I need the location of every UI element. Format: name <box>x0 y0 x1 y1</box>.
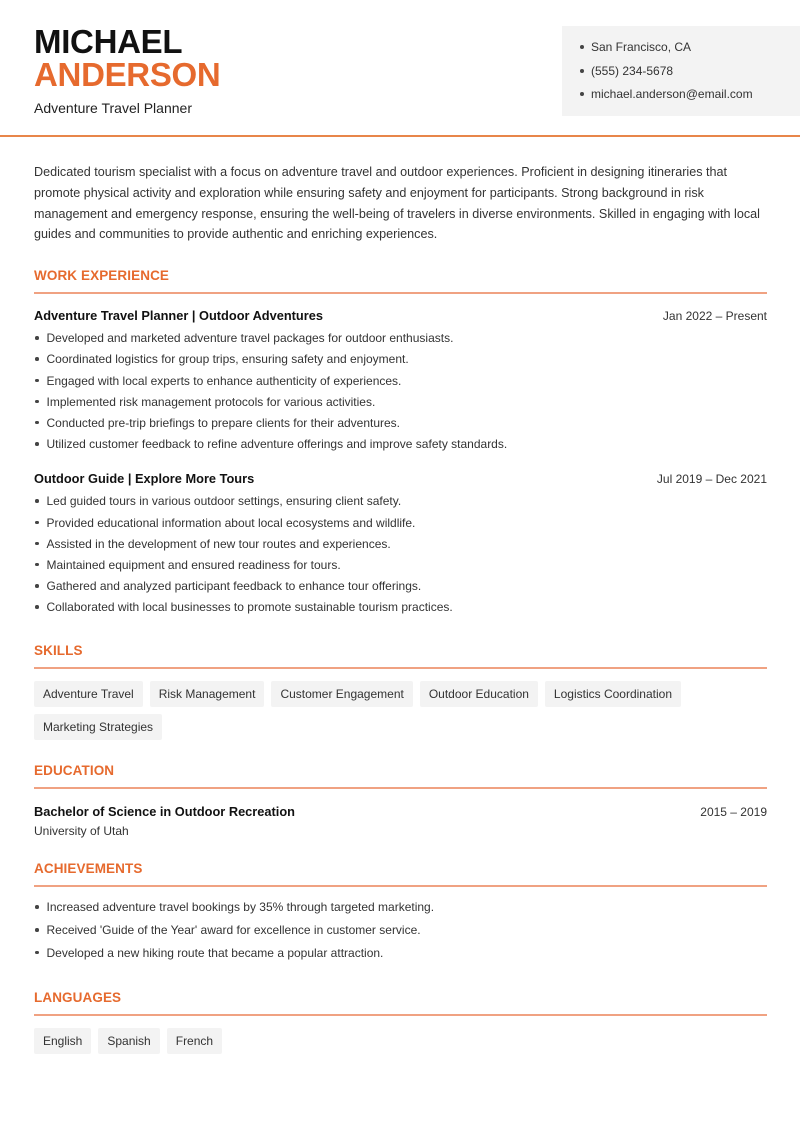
job-title: Adventure Travel Planner <box>34 100 192 116</box>
bullet-icon <box>35 357 39 361</box>
bullet-icon <box>35 442 39 446</box>
language-tag: Spanish <box>98 1028 159 1054</box>
list-item-text: Developed a new hiking route that became a popular attraction. <box>46 945 384 960</box>
bullet-icon <box>35 905 39 909</box>
bullet-icon <box>35 951 39 955</box>
list-item <box>34 351 767 372</box>
section-title-skills: SKILLS <box>34 643 767 669</box>
skills-list <box>34 681 767 740</box>
bullet-icon <box>580 69 584 73</box>
skill-tag: Outdoor Education <box>420 681 538 707</box>
job-entry <box>34 471 767 620</box>
summary-paragraph: Dedicated tourism specialist with a focus on adventure travel and outdoor experiences. Proficient in designing itineraries that promote physical activity and exploration while ensuring safety and enjoyment for participants. Strong background in risk management and emergency response, ensuring the well-being of travelers in diverse environments. Skilled in engaging with local guides and communities to provide authentic and enriching experiences. <box>34 165 760 242</box>
list-item-text: Led guided tours in various outdoor settings, ensuring client safety. <box>46 494 402 509</box>
list-item-text: Provided educational information about local ecosystems and wildlife. <box>46 515 416 530</box>
section-title-work-experience: WORK EXPERIENCE <box>34 268 767 294</box>
bullet-icon <box>35 499 39 503</box>
job-dates: Jan 2022 – Present <box>662 309 767 324</box>
section-title-education: EDUCATION <box>34 763 767 789</box>
list-item <box>34 536 767 557</box>
last-name: ANDERSON <box>34 56 221 93</box>
contact-email <box>580 86 800 110</box>
list-item <box>34 945 767 968</box>
bullet-icon <box>35 563 39 567</box>
bullet-icon <box>580 45 584 49</box>
education-degree: Bachelor of Science in Outdoor Recreation <box>34 804 295 820</box>
bullet-icon <box>35 584 39 588</box>
languages-list <box>34 1028 767 1054</box>
bullet-icon <box>35 605 39 609</box>
contact-box <box>562 26 800 116</box>
section-title-achievements: ACHIEVEMENTS <box>34 861 767 887</box>
job-role: Outdoor Guide | Explore More Tours <box>34 471 255 487</box>
list-item <box>34 578 767 599</box>
list-item-text: Maintained equipment and ensured readiness for tours. <box>46 557 341 572</box>
job-role: Adventure Travel Planner | Outdoor Adventures <box>34 308 323 324</box>
list-item-text: Assisted in the development of new tour routes and experiences. <box>46 536 391 551</box>
list-item <box>34 394 767 415</box>
skill-tag: Adventure Travel <box>34 681 143 707</box>
first-name: MICHAEL <box>34 23 183 60</box>
bullet-icon <box>580 92 584 96</box>
list-item-text: Gathered and analyzed participant feedback to enhance tour offerings. <box>46 579 422 594</box>
location-text: San Francisco, CA <box>591 40 692 54</box>
job-header <box>34 471 767 486</box>
list-item <box>34 557 767 578</box>
education-school: University of Utah <box>34 824 129 839</box>
bullet-icon <box>35 336 39 340</box>
section-title-languages: LANGUAGES <box>34 990 767 1016</box>
skill-tag: Logistics Coordination <box>545 681 681 707</box>
list-item-text: Increased adventure travel bookings by 35% through targeted marketing. <box>46 900 435 915</box>
skill-tag: Customer Engagement <box>271 681 412 707</box>
job-bullets <box>34 330 767 457</box>
list-item <box>34 330 767 351</box>
list-item <box>34 415 767 436</box>
bullet-icon <box>35 379 39 383</box>
contact-location <box>580 39 800 63</box>
list-item-text: Received 'Guide of the Year' award for excellence in customer service. <box>46 923 421 938</box>
skill-tag: Marketing Strategies <box>34 714 162 740</box>
list-item-text: Implemented risk management protocols for various activities. <box>46 394 376 409</box>
bullet-icon <box>35 521 39 525</box>
list-item <box>34 436 767 457</box>
skill-tag: Risk Management <box>150 681 265 707</box>
resume-body <box>34 162 767 1054</box>
list-item <box>34 599 767 620</box>
bullet-icon <box>35 400 39 404</box>
job-bullets <box>34 493 767 620</box>
bullet-icon <box>35 928 39 932</box>
job-dates: Jul 2019 – Dec 2021 <box>656 472 767 487</box>
language-tag: English <box>34 1028 91 1054</box>
achievements-list <box>34 899 767 967</box>
education-header <box>34 804 767 819</box>
bullet-icon <box>35 542 39 546</box>
list-item-text: Utilized customer feedback to refine adventure offerings and improve safety standards. <box>46 437 508 452</box>
list-item-text: Coordinated logistics for group trips, ensuring safety and enjoyment. <box>46 352 409 367</box>
bullet-icon <box>35 421 39 425</box>
list-item-text: Conducted pre-trip briefings to prepare clients for their adventures. <box>46 415 401 430</box>
job-header <box>34 308 767 323</box>
phone-text: (555) 234-5678 <box>591 63 674 78</box>
job-entry <box>34 308 767 457</box>
list-item-text: Collaborated with local businesses to promote sustainable tourism practices. <box>46 600 453 615</box>
list-item <box>34 515 767 536</box>
list-item-text: Engaged with local experts to enhance authenticity of experiences. <box>46 373 402 388</box>
contact-phone <box>580 63 800 87</box>
list-item <box>34 493 767 514</box>
language-tag: French <box>167 1028 222 1054</box>
list-item <box>34 922 767 945</box>
list-item-text: Developed and marketed adventure travel packages for outdoor enthusiasts. <box>46 331 454 346</box>
education-years: 2015 – 2019 <box>700 805 767 820</box>
list-item <box>34 373 767 394</box>
resume-header <box>0 0 800 137</box>
email-text: michael.anderson@email.com <box>591 87 753 101</box>
list-item <box>34 899 767 922</box>
